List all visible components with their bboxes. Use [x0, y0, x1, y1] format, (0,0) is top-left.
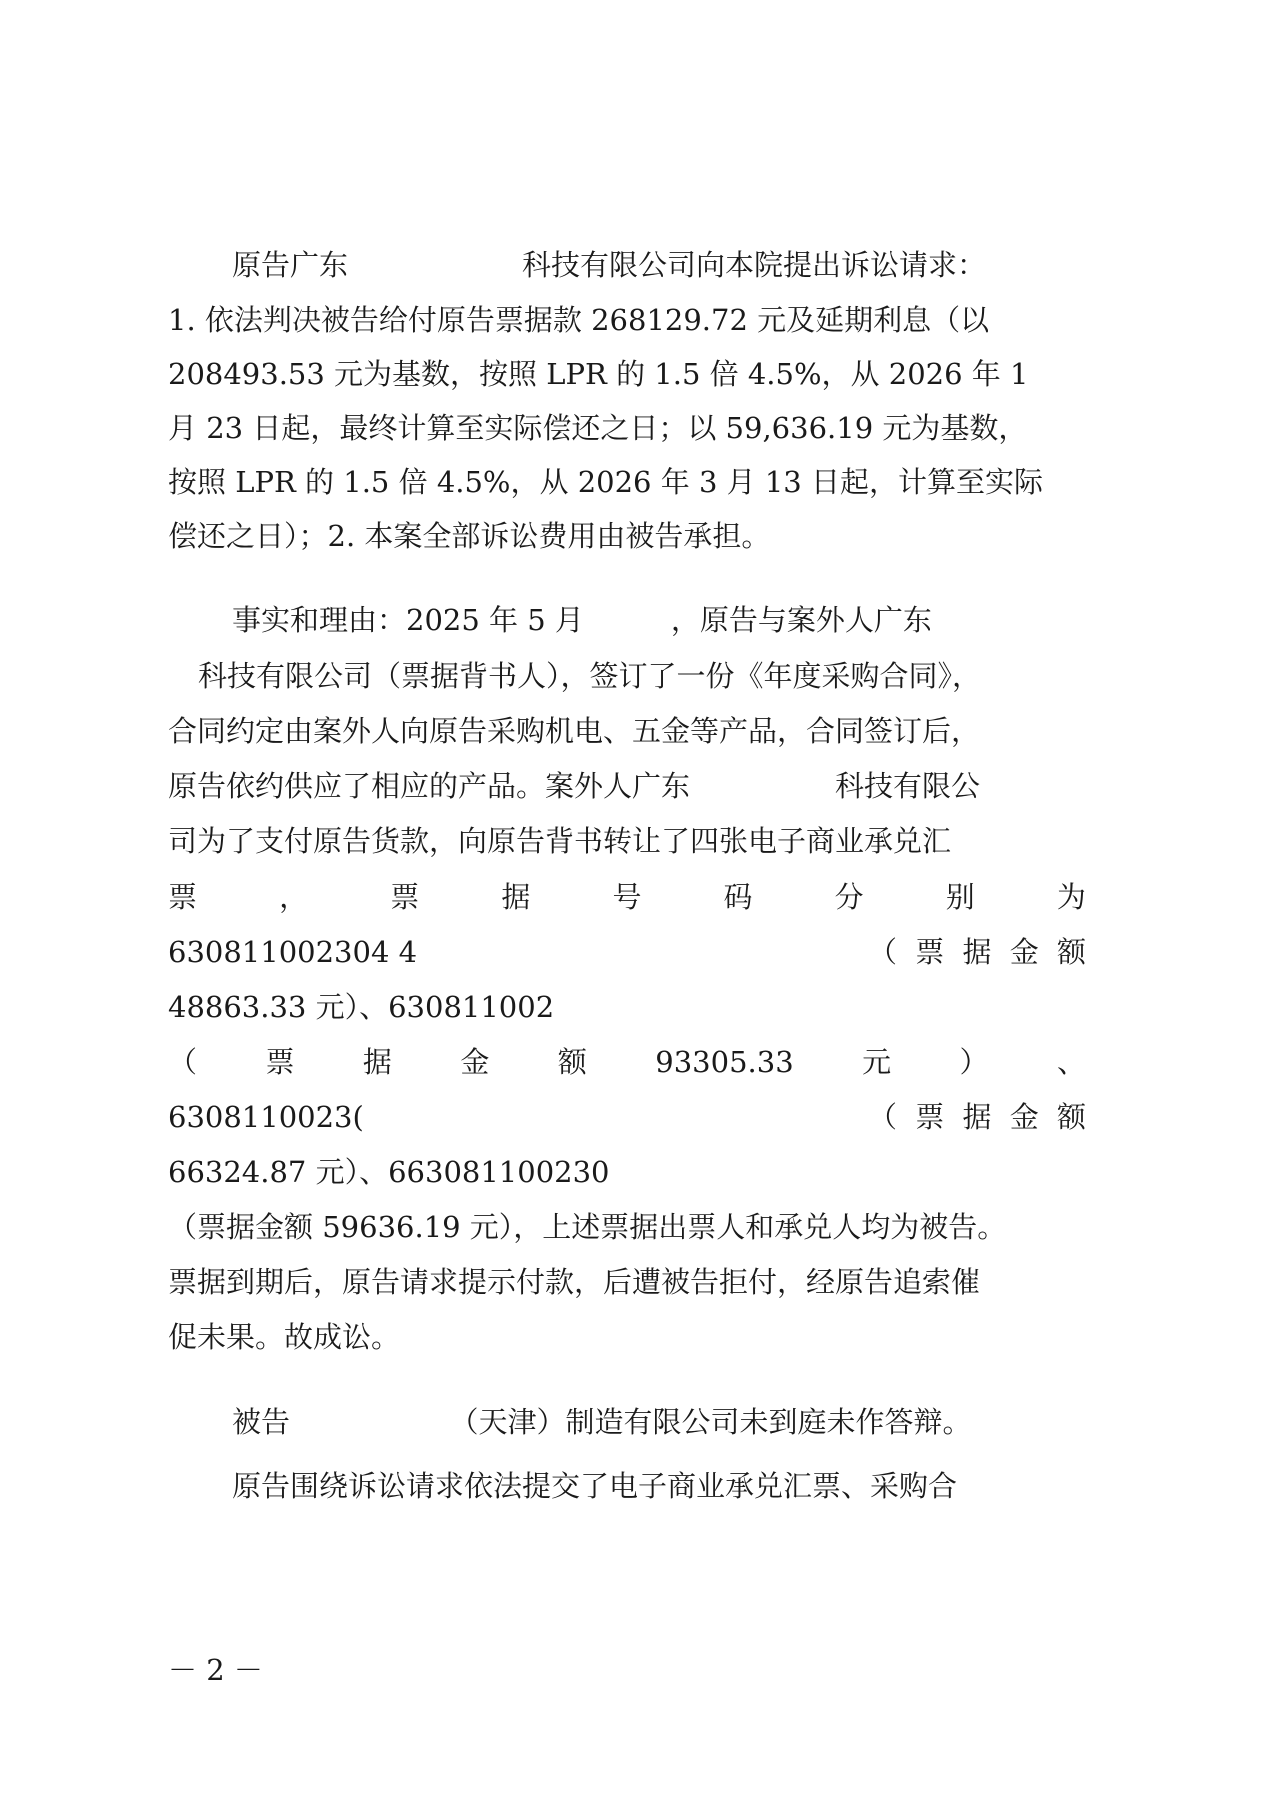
text-fragment: 据 — [362, 1045, 392, 1079]
text-fragment: ） — [959, 1045, 989, 1079]
bill-number: 6308110023( — [168, 1100, 364, 1134]
bill-number: 630811002304 4 — [168, 935, 418, 969]
text-fragment: （ — [868, 935, 898, 969]
text-fragment: 93305.33 — [655, 1045, 794, 1079]
text-fragment: 据 — [962, 935, 992, 969]
paragraph-facts-intro: 事实和理由：2025 年 5 月 ，原告与案外人广东 — [232, 603, 932, 637]
text-fragment: 票 — [915, 935, 945, 969]
text-fragment: 金 — [1009, 1100, 1039, 1134]
text-fragment: （ — [168, 1045, 198, 1079]
text-line: 月 23 日起，最终计算至实际偿还之日；以 59,636.19 元为基数， — [168, 411, 1028, 445]
paragraph-claim-intro: 原告广东 科技有限公司向本院提出诉讼请求： — [232, 248, 987, 282]
text-fragment: 、 — [1056, 1045, 1086, 1079]
text-line: 按照 LPR 的 1.5 倍 4.5%，从 2026 年 3 月 13 日起，计算至实际 — [168, 465, 1043, 499]
text-line: 208493.53 元为基数，按照 LPR 的 1.5 倍 4.5%，从 2026 年 1 — [168, 357, 1029, 391]
text-fragment: 额 — [1056, 1100, 1086, 1134]
text-line — [168, 932, 1086, 972]
text-line-justified — [168, 877, 1086, 917]
text-fragment: ， — [279, 880, 309, 914]
text-line: 48863.33 元）、630811002 — [168, 990, 555, 1024]
text-line: 1. 依法判决被告给付原告票据款 268129.72 元及延期利息（以 — [168, 303, 990, 337]
text-fragment: 为 — [1056, 880, 1086, 914]
text-line: 司为了支付原告货款，向原告背书转让了四张电子商业承兑汇 — [168, 824, 952, 858]
text-line: 66324.87 元）、663081100230 — [168, 1155, 610, 1189]
text-fragment: 据 — [962, 1100, 992, 1134]
text-fragment: 元 — [862, 1045, 892, 1079]
text-line: 科技有限公司（票据背书人），签订了一份《年度采购合同》， — [198, 659, 982, 693]
text-line: 促未果。故成讼。 — [168, 1320, 401, 1354]
text-line: 票据到期后，原告请求提示付款，后遭被告拒付，经原告追索催 — [168, 1265, 981, 1299]
text-fragment: （ — [868, 1100, 898, 1134]
text-fragment: 票 — [390, 880, 420, 914]
text-fragment: 金 — [460, 1045, 490, 1079]
text-fragment: 别 — [945, 880, 975, 914]
text-fragment: 码 — [723, 880, 753, 914]
text-line: 偿还之日）；2. 本案全部诉讼费用由被告承担。 — [168, 519, 771, 553]
text-fragment: 分 — [834, 880, 864, 914]
bill-amount-label — [868, 1097, 1086, 1137]
text-fragment: 金 — [1009, 935, 1039, 969]
text-line: （票据金额 59636.19 元），上述票据出票人和承兑人均为被告。 — [168, 1210, 1007, 1244]
text-fragment: 票 — [265, 1045, 295, 1079]
paragraph-defendant: 被告 （天津）制造有限公司未到庭未作答辩。 — [232, 1405, 972, 1439]
text-fragment: 号 — [612, 880, 642, 914]
text-line: 原告依约供应了相应的产品。案外人广东 科技有限公 — [168, 769, 981, 803]
text-line — [168, 1097, 1086, 1137]
text-line-justified — [168, 1042, 1086, 1082]
bill-amount-label — [868, 932, 1086, 972]
paragraph-evidence: 原告围绕诉讼请求依法提交了电子商业承兑汇票、采购合 — [232, 1469, 958, 1503]
text-fragment: 票 — [168, 880, 198, 914]
text-fragment: 票 — [915, 1100, 945, 1134]
text-fragment: 额 — [1056, 935, 1086, 969]
page-number: － 2 － — [168, 1653, 263, 1687]
text-fragment: 据 — [501, 880, 531, 914]
text-fragment: 额 — [557, 1045, 587, 1079]
text-line: 合同约定由案外人向原告采购机电、五金等产品，合同签订后， — [168, 714, 981, 748]
